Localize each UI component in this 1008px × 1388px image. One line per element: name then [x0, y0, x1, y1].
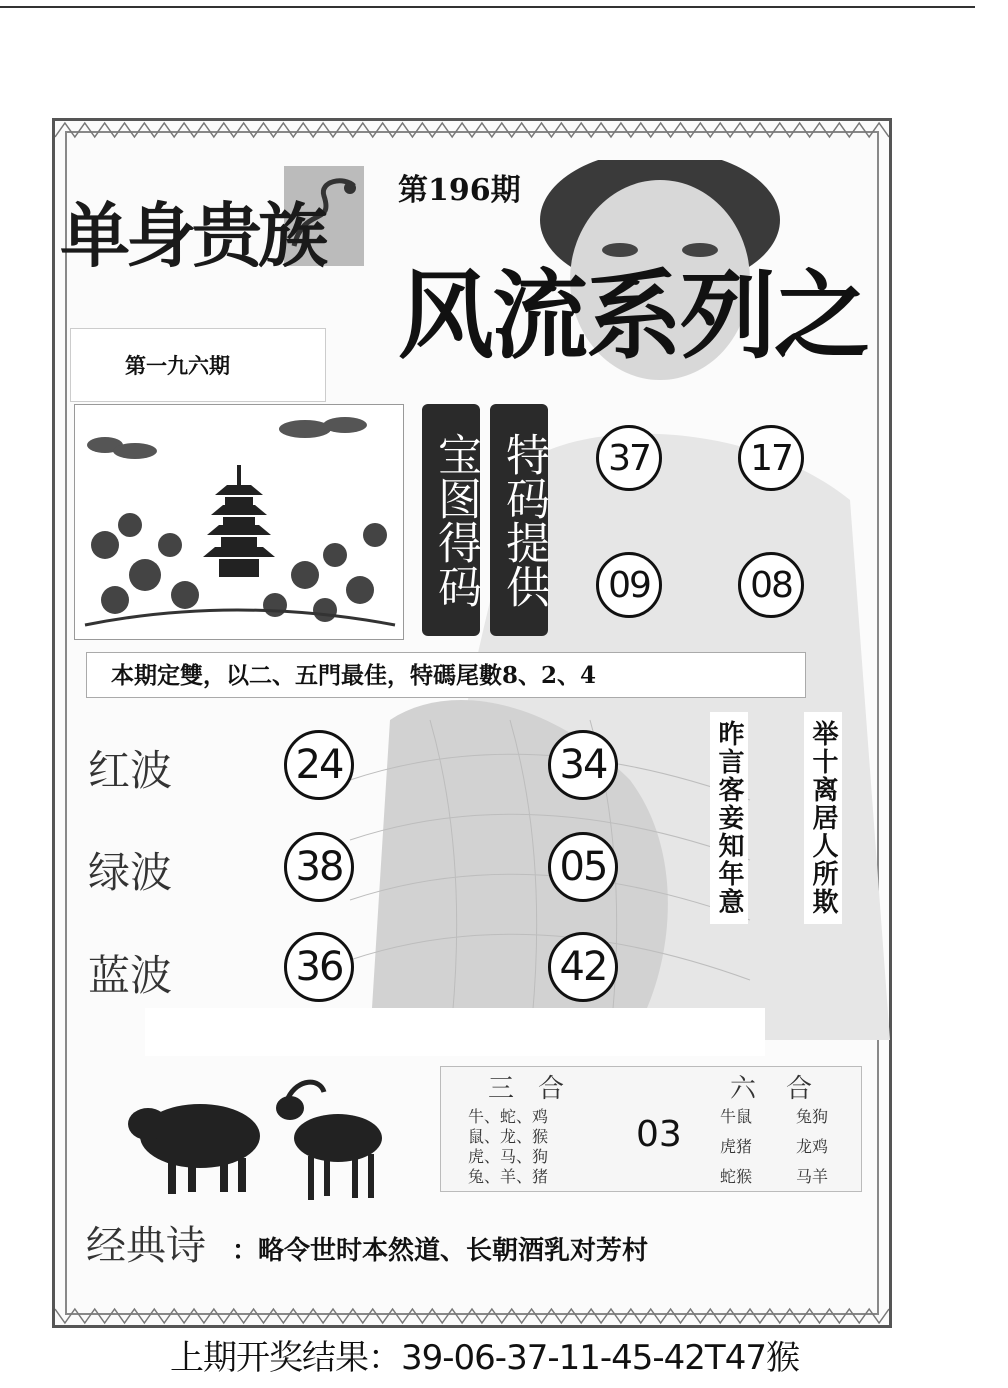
- special-number: 17: [738, 425, 804, 491]
- wave-number: 38: [284, 832, 354, 902]
- bottom-ornament: [55, 1307, 889, 1325]
- wave-number: 05: [548, 832, 618, 902]
- wave-label-blue: 蓝波: [88, 951, 173, 1000]
- liuhe-pair: 蛇猴: [720, 1167, 753, 1186]
- wave-number: 42: [548, 932, 618, 1002]
- sanhe-row: 鼠、龙、猴: [468, 1127, 549, 1146]
- poem-label: 经典诗: [86, 1223, 206, 1269]
- liuhe-pair: 龙鸡: [796, 1137, 829, 1156]
- wave-number: 24: [284, 730, 354, 800]
- last-draw-result: 上期开奖结果：39-06-37-11-45-42T47猴: [170, 1338, 799, 1378]
- special-number: 09: [596, 552, 662, 618]
- special-number: 08: [738, 552, 804, 618]
- wave-label-green: 绿波: [88, 848, 173, 897]
- sanhe-row: 牛、蛇、鸡: [468, 1107, 549, 1126]
- wave-label-red: 红波: [88, 746, 173, 795]
- poem-text: ：略令世时本然道、长朝酒乳对芳村: [232, 1236, 649, 1266]
- sanhe-number: 03: [636, 1114, 682, 1155]
- pagoda-painting: [74, 404, 404, 640]
- liuhe-pair: 马羊: [796, 1167, 829, 1186]
- label-bar-left: 宝图得码: [422, 404, 480, 636]
- sanhe-title: 三合: [488, 1074, 589, 1104]
- series-title: 风流系列之: [398, 259, 868, 372]
- issue-number: 第196期: [398, 173, 521, 208]
- brand-title: 单身贵族: [60, 194, 324, 277]
- tip-banner: 本期定雙，以二、五門最佳，特碼尾數8、2、4: [86, 652, 806, 698]
- sanhe-row: 兔、羊、猪: [468, 1167, 549, 1186]
- verse-left: 昨言客妾知年意: [710, 712, 748, 924]
- wave-number: 36: [284, 932, 354, 1002]
- issue-number-cn: 第一九六期: [125, 354, 230, 378]
- boar-goat-illustration: [120, 1064, 420, 1214]
- liuhe-pair: 兔狗: [796, 1107, 829, 1126]
- liuhe-title: 六合: [730, 1074, 843, 1104]
- liuhe-pair: 牛鼠: [720, 1107, 753, 1126]
- sanhe-row: 虎、马、狗: [468, 1147, 549, 1166]
- top-ornament: [55, 121, 889, 139]
- blank-band: [145, 1008, 765, 1056]
- verse-right: 举十离居人所欺: [804, 712, 842, 924]
- special-number: 37: [596, 425, 662, 491]
- label-bar-right: 特码提供: [490, 404, 548, 636]
- top-rule: [0, 6, 975, 8]
- liuhe-pair: 虎猪: [720, 1137, 753, 1156]
- wave-number: 34: [548, 730, 618, 800]
